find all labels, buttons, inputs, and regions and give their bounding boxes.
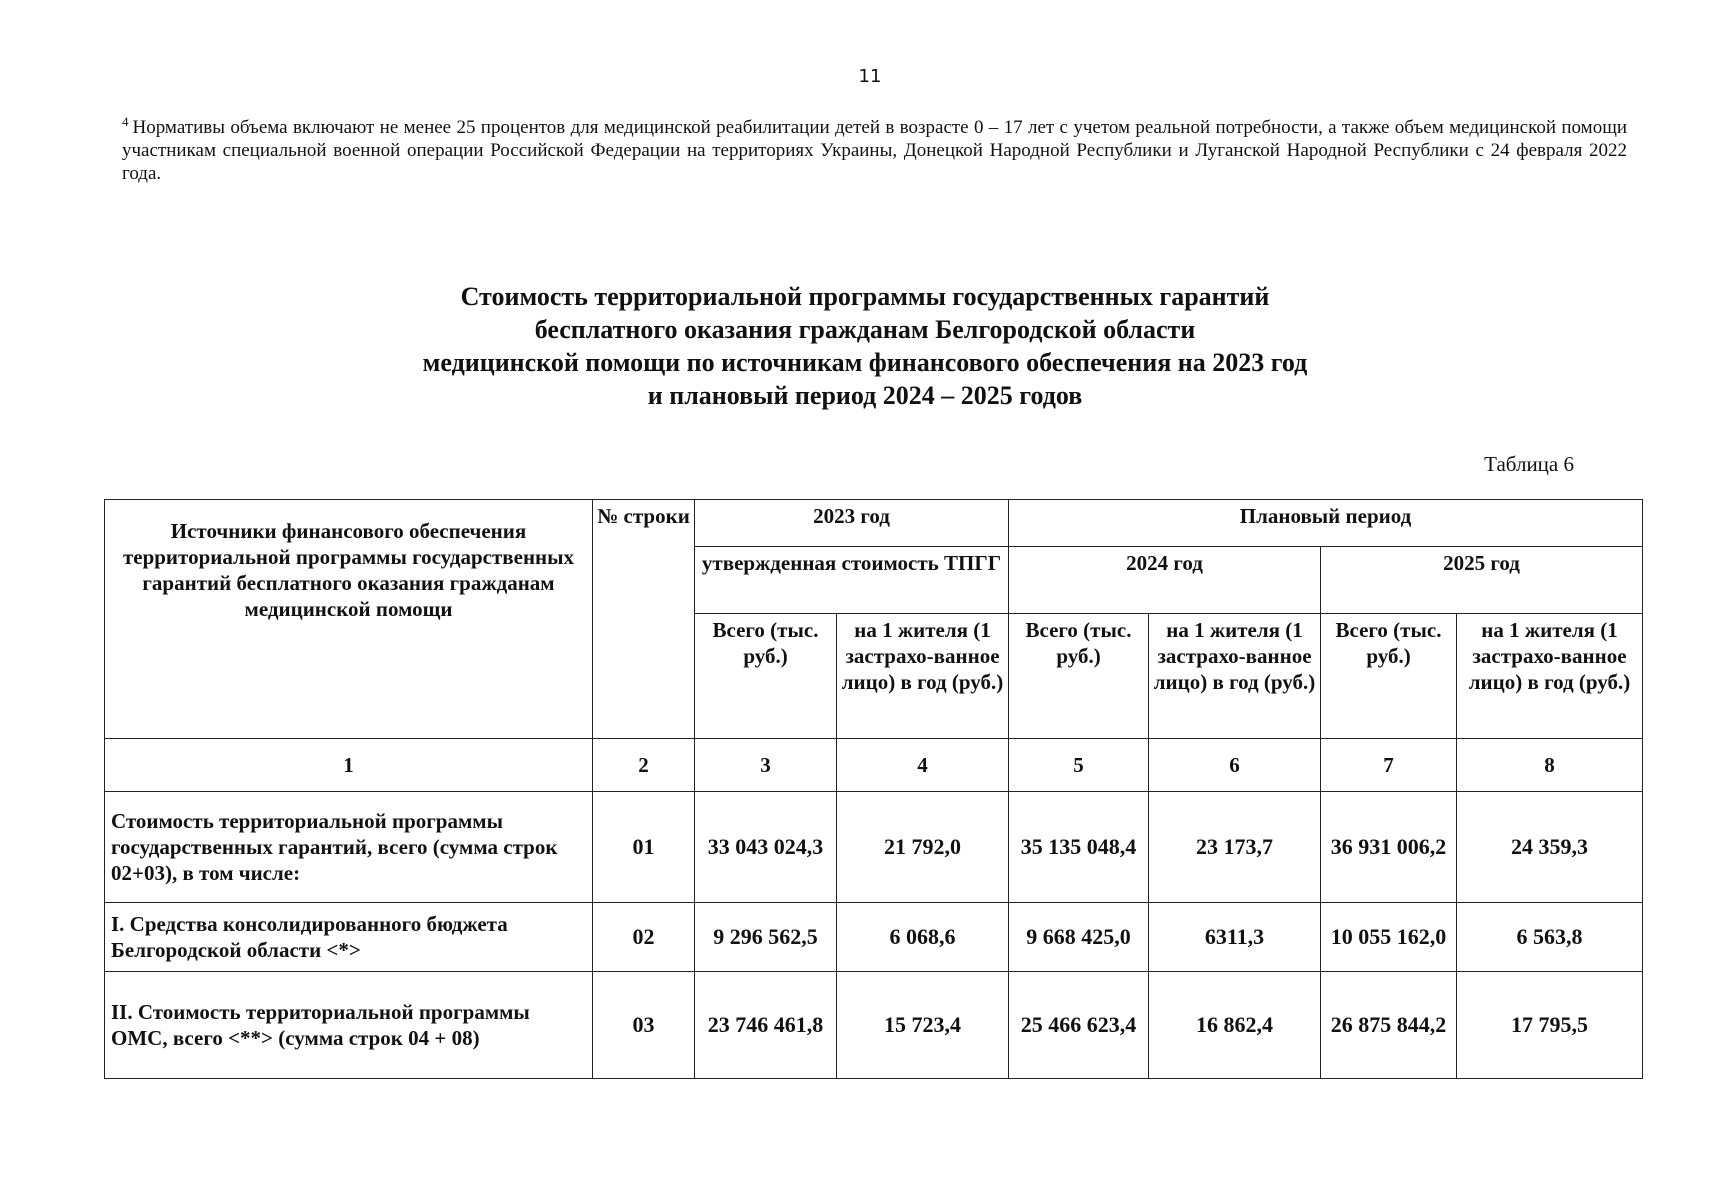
header-year-2023: 2023 год (695, 500, 1009, 547)
cell-total-2025: 36 931 006,2 (1321, 792, 1457, 903)
footnote-marker: 4 (122, 114, 129, 129)
column-number: 7 (1321, 739, 1457, 792)
cell-per-capita-2025: 6 563,8 (1457, 903, 1643, 972)
cell-total-2023: 33 043 024,3 (695, 792, 837, 903)
document-title (300, 280, 1430, 412)
row-label: Стоимость территориальной программы государственных гарантий, всего (сумма строк 02+03), в том числе: (105, 792, 593, 903)
column-number: 2 (593, 739, 695, 792)
cell-total-2023: 23 746 461,8 (695, 972, 837, 1079)
column-number: 3 (695, 739, 837, 792)
table-row (105, 903, 1643, 972)
title-line-4: и плановый период 2024 – 2025 годов (647, 381, 1083, 410)
header-total-2023: Всего (тыс. руб.) (695, 614, 837, 739)
cell-per-capita-2023: 21 792,0 (837, 792, 1009, 903)
column-number: 1 (105, 739, 593, 792)
column-numbers-row (105, 739, 1643, 792)
column-number: 5 (1009, 739, 1149, 792)
cost-table (104, 499, 1643, 1079)
header-source: Источники финансового обеспечения территориальной программы государственных гарантий бесплатного оказания гражданам медицинской помощи (105, 500, 593, 739)
title-line-3: медицинской помощи по источникам финансового обеспечения на 2023 год (422, 348, 1308, 377)
header-per-capita-2025: на 1 жителя (1 застрахо-ванное лицо) в год (руб.) (1457, 614, 1643, 739)
header-row-number: № строки (593, 500, 695, 739)
column-number: 4 (837, 739, 1009, 792)
header-total-2024: Всего (тыс. руб.) (1009, 614, 1149, 739)
cell-total-2024: 35 135 048,4 (1009, 792, 1149, 903)
table-row (105, 792, 1643, 903)
row-code: 03 (593, 972, 695, 1079)
header-total-2025: Всего (тыс. руб.) (1321, 614, 1457, 739)
cell-per-capita-2025: 17 795,5 (1457, 972, 1643, 1079)
cell-total-2024: 25 466 623,4 (1009, 972, 1149, 1079)
column-number: 6 (1149, 739, 1321, 792)
page-number: 11 (858, 66, 882, 87)
header-year-2024: 2024 год (1009, 547, 1321, 614)
header-per-capita-2024: на 1 жителя (1 застрахо-ванное лицо) в год (руб.) (1149, 614, 1321, 739)
header-planned-period: Плановый период (1009, 500, 1643, 547)
header-approved-cost: утвержденная стоимость ТПГГ (695, 547, 1009, 614)
header-year-2025: 2025 год (1321, 547, 1643, 614)
cell-total-2023: 9 296 562,5 (695, 903, 837, 972)
row-label: I. Средства консолидированного бюджета Белгородской области <*> (105, 903, 593, 972)
column-number: 8 (1457, 739, 1643, 792)
title-line-2: бесплатного оказания гражданам Белгородской области (534, 315, 1196, 344)
row-code: 02 (593, 903, 695, 972)
header-per-capita-2023: на 1 жителя (1 застрахо-ванное лицо) в год (руб.) (837, 614, 1009, 739)
footnote-text: Нормативы объема включают не менее 25 процентов для медицинской реабилитации детей в возрасте 0 – 17 лет с учетом реальной потребности, а также объем медицинской помощи участникам специальной военной операции Российской Федерации на территориях Украины, Донецкой Народной Республики и Луганской Народной Республики с 24 февраля 2022 года. (122, 117, 1627, 184)
cell-total-2024: 9 668 425,0 (1009, 903, 1149, 972)
table-row (105, 972, 1643, 1079)
cell-per-capita-2023: 15 723,4 (837, 972, 1009, 1079)
table-label: Таблица 6 (1484, 452, 1574, 476)
cell-per-capita-2024: 6311,3 (1149, 903, 1321, 972)
row-code: 01 (593, 792, 695, 903)
title-line-1: Стоимость территориальной программы государственных гарантий (460, 282, 1270, 311)
cell-per-capita-2023: 6 068,6 (837, 903, 1009, 972)
cell-total-2025: 26 875 844,2 (1321, 972, 1457, 1079)
cell-per-capita-2024: 23 173,7 (1149, 792, 1321, 903)
cell-per-capita-2025: 24 359,3 (1457, 792, 1643, 903)
footnote (122, 110, 1627, 185)
cell-total-2025: 10 055 162,0 (1321, 903, 1457, 972)
row-label: II. Стоимость территориальной программы ОМС, всего <**> (сумма строк 04 + 08) (105, 972, 593, 1079)
cell-per-capita-2024: 16 862,4 (1149, 972, 1321, 1079)
